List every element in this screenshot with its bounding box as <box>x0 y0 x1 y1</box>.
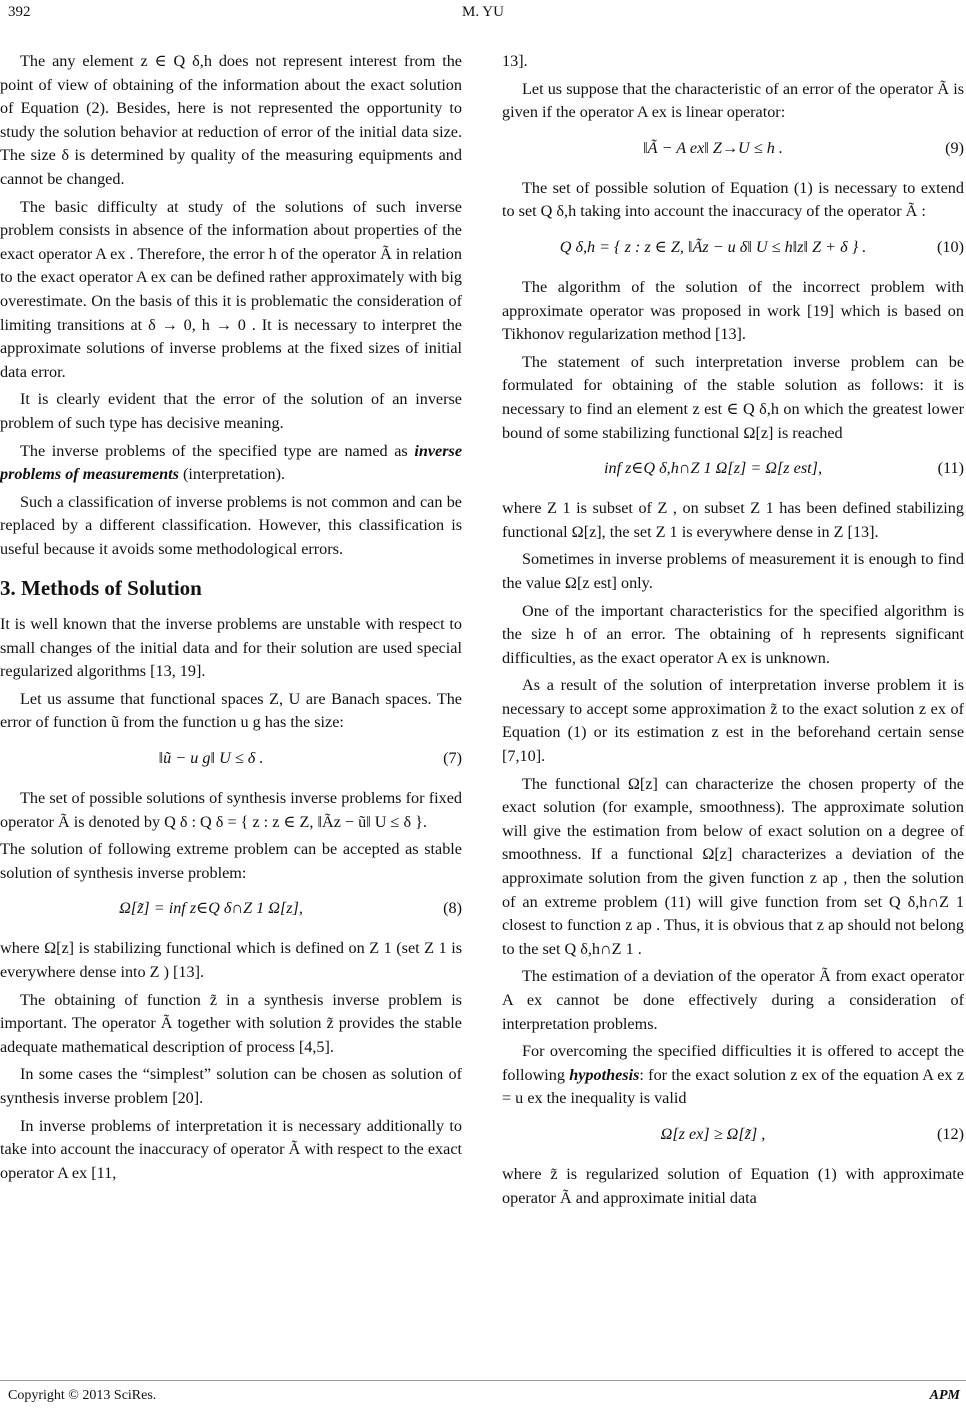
journal-abbrev: APM <box>929 1388 960 1403</box>
paragraph: The estimation of a deviation of the operator Ã from exact operator A ex cannot be done effectively during a consideration of interpretation problems. <box>502 967 964 1033</box>
paragraph: Let us assume that functional spaces Z, U are Banach spaces. The error of function ũ from the function u g has the size: <box>0 689 462 732</box>
equation-body: ‖Ã − A ex‖ Z→U ≤ h . <box>643 138 783 157</box>
equation-number: (7) <box>443 749 462 768</box>
page-header <box>0 4 966 28</box>
paragraph: The inverse problems of the specified type are named as inverse problems of measurements (interpretation). <box>0 441 462 484</box>
footer-rule <box>0 1380 966 1381</box>
paragraph: Such a classification of inverse problems is not common and can be replaced by a different classification. However, this classification is useful because it avoids some methodological errors. <box>0 492 462 558</box>
equation-7 <box>0 739 462 779</box>
paragraph: The set of possible solutions of synthesis inverse problems for fixed operator Ã is denoted by Q δ : Q δ = { z : z ∈ Z, ‖Ãz − ũ‖ U ≤ δ }. <box>0 789 462 831</box>
equation-number: (11) <box>937 459 964 478</box>
equation-body: Ω[z ex] ≥ Ω[z̃] , <box>660 1124 766 1143</box>
equation-12 <box>502 1115 964 1155</box>
equation-number: (12) <box>937 1124 964 1143</box>
paragraph: Sometimes in inverse problems of measurement it is enough to find the value Ω[z est] only. <box>502 550 964 592</box>
paragraph: The set of possible solution of Equation (1) is necessary to extend to set Q δ,h taking into account the inaccuracy of the operator Ã : <box>502 178 964 221</box>
paragraph: where z̃ is regularized solution of Equation (1) with approximate operator Ã and approximate initial data <box>502 1164 964 1207</box>
emphasis-term: hypothesis <box>569 1065 640 1084</box>
paragraph: Let us suppose that the characteristic of an error of the operator Ã is given if the operator A ex is linear operator: <box>502 79 964 122</box>
equation-body: Ω[z̃] = inf z∈Q δ∩Z 1 Ω[z], <box>119 899 303 918</box>
paragraph: where Ω[z] is stabilizing functional which is defined on Z 1 (set Z 1 is everywhere dense into Z ) [13]. <box>0 939 462 981</box>
equation-number: (8) <box>443 899 462 918</box>
equation-11 <box>502 449 964 489</box>
paragraph: As a result of the solution of interpretation inverse problem it is necessary to accept some approximation z̃ to the exact solution z ex of Equation (1) or its estimation z est in the beforehand certain sense [7,10]. <box>502 676 964 766</box>
running-author: M. YU <box>462 4 504 20</box>
equation-body: ‖ũ − u g‖ U ≤ δ . <box>158 749 264 768</box>
paragraph: The any element z ∈ Q δ,h does not represent interest from the point of view of obtaining of the information about the exact solution of Equation (2). Besides, here is not represented the opportunity to study the solution behavior at reduction of error of the initial data size. The size δ is determined by quality of the measuring equipments and cannot be changed. <box>0 52 462 188</box>
equation-10 <box>502 228 964 268</box>
paragraph: It is well known that the inverse problems are unstable with respect to small changes of the initial data and for their solution are used special regularized algorithms [13, 19]. <box>0 615 462 681</box>
page-number: 392 <box>8 4 31 20</box>
equation-9 <box>502 129 964 169</box>
equation-body: Q δ,h = { z : z ∈ Z, ‖Ãz − u δ‖ U ≤ h‖z‖ Z + δ } . <box>559 237 867 256</box>
right-column <box>502 50 964 1214</box>
paragraph: The statement of such interpretation inverse problem can be formulated for obtaining of the stable solution as follows: it is necessary to find an element z est ∈ Q δ,h on which the greatest lower bound of some stabilizing functional Ω[z] is reached <box>502 352 964 442</box>
paragraph: For overcoming the specified difficulties it is offered to accept the following hypothesis: for the exact solution z ex of the equation A ex z = u ex the inequality is valid <box>502 1042 964 1108</box>
paragraph: One of the important characteristics for the specified algorithm is the size h of an error. The obtaining of h represents significant difficulties, as the exact operator A ex is unknown. <box>502 601 964 667</box>
emphasis-term: inverse problems of measurements <box>0 441 462 484</box>
paragraph: In inverse problems of interpretation it is necessary additionally to take into account the inaccuracy of operator Ã with respect to the exact operator A ex [11, <box>0 1116 462 1182</box>
equation-8 <box>0 889 462 929</box>
paragraph: The obtaining of function z̃ in a synthesis inverse problem is important. The operator Ã together with solution z̃ provides the stable adequate mathematical description of process [4,5]. <box>0 990 462 1056</box>
paragraph: The functional Ω[z] can characterize the chosen property of the exact solution (for example, smoothness). The approximate solution will give the estimation from below of exact solution on a degree of smoothness. If a functional Ω[z] characterizes a deviation of the approximate solution from the given function z ap , then the solution of an extreme problem (11) will give function from set Q δ,h∩Z 1 closest to function z ap . Thus, it is obvious that z ap should not belong to the set Q δ,h∩Z 1 . <box>502 774 964 958</box>
section-heading: 3. Methods of Solution <box>0 576 202 601</box>
left-column <box>0 50 462 1189</box>
equation-body: inf z∈Q δ,h∩Z 1 Ω[z] = Ω[z est], <box>603 459 822 478</box>
equation-number: (10) <box>937 237 964 256</box>
paragraph: The basic difficulty at study of the solutions of such inverse problem consists in absence of the information about properties of the exact operator A ex . Therefore, the error h of the operator Ã in relation to the exact operator A ex can be defined rather approximately with big overestimate. On the basis of this it is problematic the consideration of limiting transitions at δ → 0, h → 0 . It is necessary to interpret the approximate solutions of inverse problems at the fixed sizes of initial data error. <box>0 197 462 381</box>
paragraph: The solution of following extreme problem can be accepted as stable solution of synthesis inverse problem: <box>0 840 462 882</box>
paragraph: 13]. <box>502 52 528 70</box>
paragraph: The algorithm of the solution of the incorrect problem with approximate operator was proposed in work [19] which is based on Tikhonov regularization method [13]. <box>502 277 964 344</box>
paragraph: where Z 1 is subset of Z , on subset Z 1 has been defined stabilizing functional Ω[z], the set Z 1 is everywhere dense in Z [13]. <box>502 499 964 541</box>
paragraph: In some cases the “simplest” solution can be chosen as solution of synthesis inverse problem [20]. <box>0 1065 462 1107</box>
copyright-notice: Copyright © 2013 SciRes. <box>8 1388 157 1403</box>
equation-number: (9) <box>945 138 964 157</box>
paragraph: It is clearly evident that the error of the solution of an inverse problem of such type has decisive meaning. <box>0 390 462 432</box>
